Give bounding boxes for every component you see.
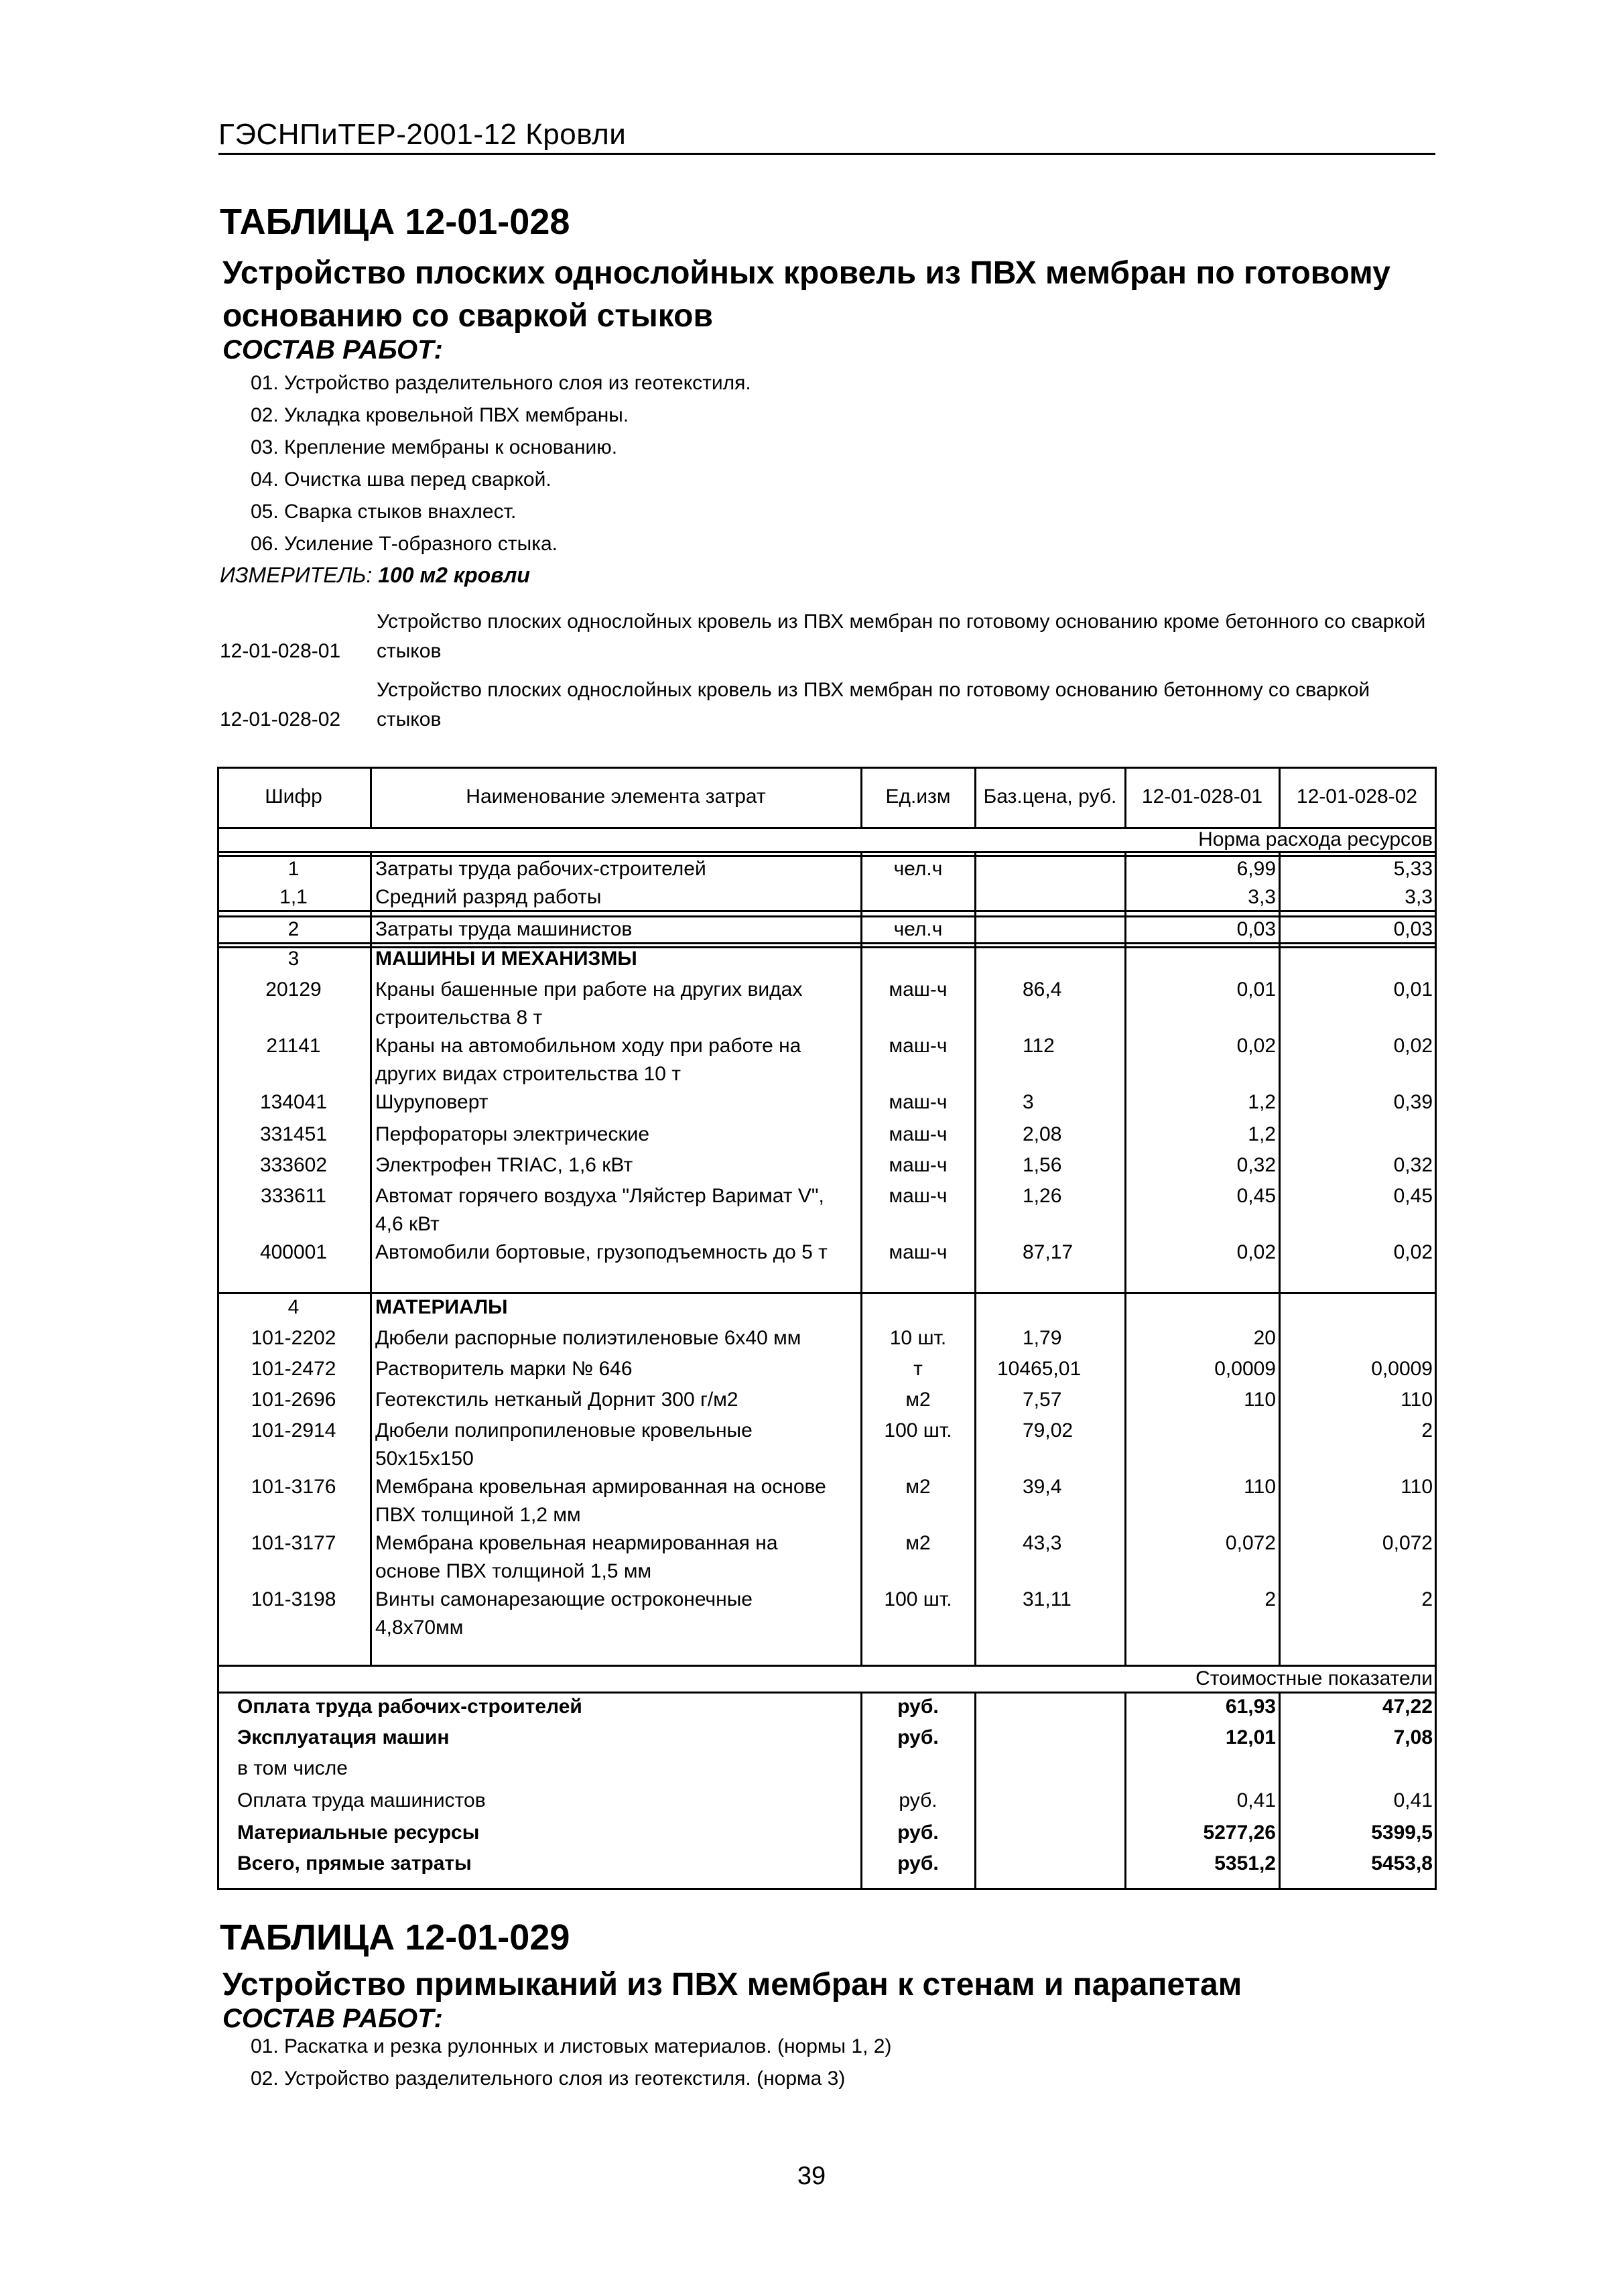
work-item: 05. Сварка стыков внахлест. [251,501,517,523]
row-unit: 100 шт. [884,1419,952,1442]
cost-row-value-1: 0,41 [1236,1789,1276,1811]
work-composition-label: СОСТАВ РАБОТ: [222,335,443,365]
row-value-1: 0,03 [1236,918,1276,940]
row-value-1: 0,02 [1236,1241,1276,1263]
row-value-1: 1,2 [1248,1123,1276,1145]
row-value-2: 3,3 [1405,886,1433,908]
work-item: 06. Усиление Т-образного стыка. [251,533,558,555]
row-unit: 10 шт. [889,1327,947,1349]
row-code: 20129 [265,978,322,1001]
header-rule [218,153,1435,155]
work-item: 01. Устройство разделительного слоя из геотекстиля. [251,372,751,394]
row-value-2: 0,02 [1393,1241,1433,1263]
row-price: 7,57 [1023,1389,1062,1411]
section-heading: МАТЕРИАЛЫ [375,1296,508,1318]
row-unit: м2 [905,1476,931,1498]
row-name: Электрофен TRIAC, 1,6 кВт [375,1154,633,1176]
row-value-2: 0,39 [1393,1091,1433,1113]
work-item: 04. Очистка шва перед сваркой. [251,468,551,491]
row-code: 4 [287,1296,300,1318]
row-value-1: 110 [1244,1389,1276,1411]
cost-row-name: Оплата труда рабочих-строителей [237,1696,582,1718]
row-price: 1,26 [1023,1185,1062,1207]
work-item: 02. Укладка кровельной ПВХ мембраны. [251,404,629,426]
row-name: Средний разряд работы [375,886,602,908]
variant-code: 12-01-028-02 [220,708,341,730]
row-name: Перфораторы электрические [375,1123,650,1145]
meter-label: ИЗМЕРИТЕЛЬ: [220,563,373,587]
row-value-2: 5,33 [1393,858,1433,880]
row-code: 331451 [259,1123,328,1145]
cost-row-value-2: 5453,8 [1371,1852,1433,1874]
cost-row-value-1: 61,93 [1225,1696,1276,1718]
meter-value: 100 м2 кровли [378,563,530,587]
work-item: 01. Раскатка и резка рулонных и листовых материалов. (нормы 1, 2) [251,2035,892,2057]
row-code: 21141 [266,1035,321,1057]
cost-row-unit: руб. [897,1696,939,1718]
variant-code: 12-01-028-01 [220,640,341,662]
row-price: 2,08 [1023,1123,1062,1145]
row-name: Автомат горячего воздуха "Ляйстер Варимат V", 4,6 кВт [375,1185,824,1235]
row-value-2: 0,072 [1382,1532,1433,1554]
table-number: ТАБЛИЦА 12-01-029 [220,1917,570,1958]
row-unit: маш-ч [889,1154,948,1176]
row-unit: чел.ч [893,918,943,940]
row-price: 1,56 [1023,1154,1062,1176]
row-value-1: 0,0009 [1214,1358,1276,1380]
row-unit: маш-ч [889,1241,948,1263]
cost-row-value-1: 5351,2 [1214,1852,1276,1874]
row-value-1: 3,3 [1248,886,1276,908]
variant-description: Устройство плоских однослойных кровель из ПВХ мембран по готовому основанию бетонному со сваркой стыков [377,679,1370,730]
column-header-name: Наименование элемента затрат [466,785,766,808]
column-header-code: Шифр [265,785,322,808]
row-value-2: 0,02 [1393,1035,1433,1057]
row-unit: маш-ч [889,978,948,1001]
row-name: Дюбели распорные полиэтиленовые 6х40 мм [375,1327,801,1349]
cost-label: Стоимостные показатели [1195,1667,1433,1689]
row-name: Винты самонарезающие остроконечные 4,8х70мм [375,1588,753,1639]
cost-row-value-1: 12,01 [1225,1726,1276,1748]
row-value-2: 110 [1401,1389,1433,1411]
row-name: Затраты труда рабочих-строителей [375,858,706,880]
row-value-1: 0,02 [1236,1035,1276,1057]
row-code: 101-2202 [251,1327,336,1349]
row-name: Дюбели полипропиленовые кровельные 50х15х150 [375,1419,753,1470]
row-code: 333602 [259,1154,328,1176]
row-name: Краны на автомобильном ходу при работе на других видах строительства 10 т [375,1035,801,1085]
row-value-2: 2 [1421,1419,1433,1442]
row-price: 43,3 [1023,1532,1062,1554]
row-value-1: 1,2 [1248,1091,1276,1113]
row-code: 101-3176 [251,1476,336,1498]
cost-row-unit: руб. [899,1789,937,1811]
row-value-2: 2 [1421,1588,1433,1610]
cost-row-value-1: 5277,26 [1203,1822,1276,1844]
row-code: 333611 [261,1185,326,1207]
row-price: 39,4 [1023,1476,1062,1498]
page-number: 39 [797,2162,826,2190]
row-price: 79,02 [1023,1419,1074,1442]
measurement-unit [220,563,530,588]
row-unit: т [913,1358,923,1380]
row-unit: маш-ч [889,1091,948,1113]
cost-row-name: Оплата труда машинистов [237,1789,486,1811]
row-value-1: 0,32 [1236,1154,1276,1176]
work-item: 03. Крепление мембраны к основанию. [251,436,618,458]
document-header: ГЭСНПиТЕР-2001-12 Кровли [218,118,627,151]
table-title: Устройство плоских однослойных кровель из ПВХ мембран по готовому основанию со сваркой стыков [222,255,1390,334]
column-header-variant-1: 12-01-028-01 [1141,785,1263,808]
row-value-1: 110 [1244,1476,1276,1498]
row-value-2: 110 [1401,1476,1433,1498]
cost-row-value-2: 0,41 [1393,1789,1433,1811]
row-price: 87,17 [1023,1241,1074,1263]
column-header-price: Баз.цена, руб. [983,785,1117,808]
row-value-1: 0,45 [1236,1185,1276,1207]
row-unit: чел.ч [893,858,943,880]
row-price: 86,4 [1023,978,1062,1001]
work-composition-label: СОСТАВ РАБОТ: [222,2004,443,2033]
row-value-1: 6,99 [1236,858,1276,880]
row-unit: маш-ч [889,1035,948,1057]
row-unit: м2 [905,1532,931,1554]
row-price: 112 [1023,1035,1055,1057]
work-item: 02. Устройство разделительного слоя из геотекстиля. (норма 3) [251,2067,846,2090]
row-name: Автомобили бортовые, грузоподъемность до 5 т [375,1241,828,1263]
row-value-1: 0,01 [1236,978,1276,1001]
row-value-2: 0,0009 [1371,1358,1433,1380]
row-code: 101-3177 [251,1532,336,1554]
row-price: 10465,01 [997,1358,1082,1380]
section-heading: МАШИНЫ И МЕХАНИЗМЫ [375,948,637,970]
row-code: 101-3198 [251,1588,336,1610]
resource-table [217,767,1437,1890]
cost-row-name: в том числе [237,1757,348,1779]
row-code: 134041 [259,1091,328,1113]
row-name: Мембрана кровельная неармированная на основе ПВХ толщиной 1,5 мм [375,1532,778,1582]
row-unit: маш-ч [889,1185,948,1207]
row-code: 101-2914 [251,1419,336,1442]
row-code: 1 [287,858,300,880]
row-name: Геотекстиль нетканый Дорнит 300 г/м2 [375,1389,738,1411]
table-title: Устройство примыканий из ПВХ мембран к стенам и парапетам [222,1967,1242,2002]
row-unit: маш-ч [889,1123,948,1145]
variant-description: Устройство плоских однослойных кровель из ПВХ мембран по готовому основанию кроме бетонного со сваркой стыков [377,611,1426,662]
table-number: ТАБЛИЦА 12-01-028 [220,202,570,242]
cost-row-name: Всего, прямые затраты [237,1852,472,1874]
row-code: 1,1 [279,886,308,908]
row-value-2: 0,45 [1393,1185,1433,1207]
cost-row-value-2: 47,22 [1382,1696,1433,1718]
row-name: Растворитель марки № 646 [375,1358,633,1380]
work-list [251,2031,891,2095]
row-value-1: 20 [1253,1327,1276,1349]
row-name: Краны башенные при работе на других видах строительства 8 т [375,978,803,1029]
cost-row-unit: руб. [897,1852,939,1874]
cost-row-name: Эксплуатация машин [237,1726,450,1748]
row-code: 3 [287,948,300,970]
row-name: Шуруповерт [375,1091,489,1113]
row-unit: м2 [905,1389,931,1411]
row-name: Затраты труда машинистов [375,918,633,940]
row-code: 101-2696 [251,1389,336,1411]
row-code: 400001 [259,1241,328,1263]
row-value-1: 0,072 [1225,1532,1276,1554]
cost-row-unit: руб. [897,1726,939,1748]
cost-row-value-2: 5399,5 [1371,1822,1433,1844]
row-price: 1,79 [1023,1327,1062,1349]
row-value-2: 0,01 [1393,978,1433,1001]
row-price: 3 [1023,1091,1034,1113]
column-header-unit: Ед.изм [885,785,951,808]
row-code: 2 [287,918,300,940]
row-unit: 100 шт. [884,1588,952,1610]
cost-row-name: Материальные ресурсы [237,1822,480,1844]
work-list [251,367,751,560]
row-value-2: 0,32 [1393,1154,1433,1176]
norma-label: Норма расхода ресурсов [1198,828,1433,850]
row-code: 101-2472 [251,1358,336,1380]
cost-row-unit: руб. [897,1822,939,1844]
column-header-variant-2: 12-01-028-02 [1296,785,1418,808]
row-value-1: 2 [1264,1588,1276,1610]
row-value-2: 0,03 [1393,918,1433,940]
cost-row-value-2: 7,08 [1393,1726,1433,1748]
row-name: Мембрана кровельная армированная на основе ПВХ толщиной 1,2 мм [375,1476,826,1526]
row-price: 31,11 [1023,1588,1072,1610]
